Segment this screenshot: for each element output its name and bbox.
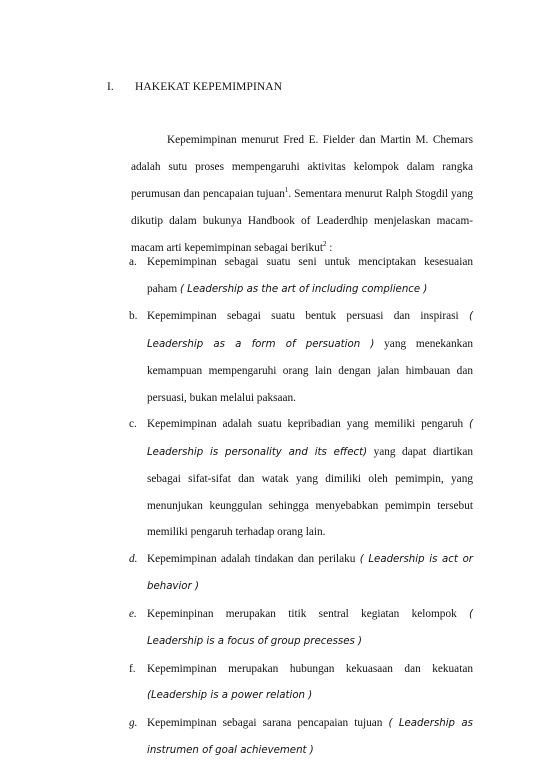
list-item-g bbox=[111, 710, 473, 765]
item-text: Kepemimpinan adalah suatu kepribadian yang memiliki pengaruh bbox=[147, 418, 464, 430]
item-text: Kepemimpinan sebagai sarana pencapaian tujuan bbox=[147, 716, 383, 729]
list-marker: d. bbox=[129, 552, 138, 565]
list-item-e bbox=[111, 601, 473, 656]
item-explanation: yang menekankan kemampuan mempengaruhi orang lain dengan jalan himbauan dan persuasi, bukan melalui paksaan. bbox=[147, 337, 473, 404]
list-item-c bbox=[111, 411, 473, 546]
footnote-ref-1[interactable]: 1 bbox=[284, 186, 289, 195]
list-item-f bbox=[111, 656, 473, 710]
item-english-term: ( Leadership as the art of including complience ) bbox=[179, 283, 428, 295]
list-marker: c. bbox=[129, 418, 137, 430]
intro-paragraph bbox=[131, 127, 473, 262]
list-marker: a. bbox=[129, 256, 137, 268]
item-english-term: ( Leadership is personality and its effect) bbox=[147, 419, 473, 458]
item-english-term: ( Leadership as instrumen of goal achievement ) bbox=[147, 717, 473, 756]
item-english-term: ( Leadership is a focus of group precesses ) bbox=[147, 608, 473, 647]
footnote-ref-2[interactable]: 2 bbox=[322, 240, 327, 249]
item-text: Kepemimpinan sebagai suatu bentuk persuasi dan inspirasi bbox=[147, 310, 459, 322]
item-text: Kepemimpinan adalah tindakan dan perilaku bbox=[147, 552, 356, 565]
item-text: Kepemimpinan merupakan hubungan kekuasaan dan kekuatan bbox=[147, 662, 473, 675]
list-marker: e. bbox=[129, 607, 137, 620]
intro-text-1: Kepemimpinan menurut Fred E. Fielder dan Martin M. Chemars adalah sutu proses mempengaruhi aktivitas kelompok dalam rangka perumusan dan pencapaian tujuan bbox=[131, 134, 473, 200]
list-item-b bbox=[111, 303, 473, 411]
list-item-a bbox=[111, 249, 473, 303]
item-text: Kepemimpinan sebagai suatu seni untuk menciptakan kesesuaian paham bbox=[147, 256, 473, 295]
item-english-term: (Leadership is a power relation ) bbox=[147, 690, 313, 701]
list-marker: b. bbox=[129, 310, 138, 322]
item-english-term: ( Leadership is act or behavior ) bbox=[147, 553, 473, 592]
definition-list bbox=[111, 249, 473, 765]
item-text: Kepeminpinan merupakan titik sentral kegiatan kelompok bbox=[147, 607, 457, 620]
section-title: HAKEKAT KEPEMIMPINAN bbox=[134, 81, 283, 93]
item-english-term: ( Leadership as a form of persuation ) bbox=[147, 311, 473, 350]
item-explanation: yang dapat diartikan sebagai sifat-sifat dan watak yang dimiliki oleh pemimpin, yang menunjukan keunggulan sehingga menyebabkan pemimpin tersebut memiliki pengaruh terhadap orang lain. bbox=[147, 445, 473, 538]
list-marker: f. bbox=[129, 662, 136, 675]
section-number: I. bbox=[107, 81, 114, 93]
intro-text-3: : bbox=[326, 242, 333, 254]
list-item-d bbox=[111, 546, 473, 601]
list-marker: g. bbox=[129, 716, 138, 729]
section-heading bbox=[107, 81, 282, 93]
intro-text-2: . Sementara menurut Ralph Stogdil yang dikutip dalam bukunya Handbook of Leaderdhip menjelaskan macam-macam arti kepemimpinan sebagai berikut bbox=[131, 188, 473, 254]
